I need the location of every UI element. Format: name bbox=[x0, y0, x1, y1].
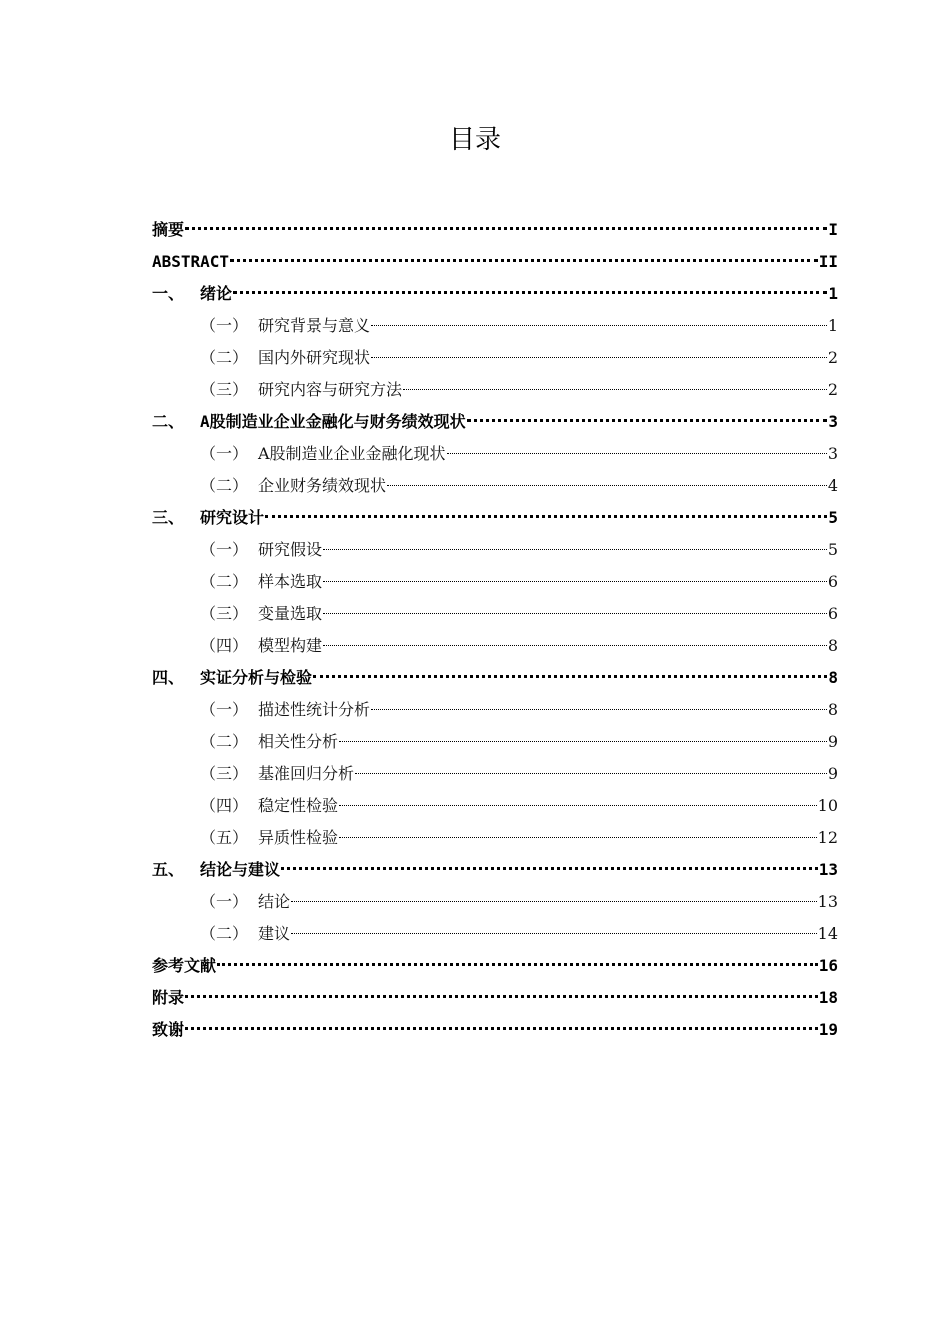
toc-entry-chapter-4[interactable] bbox=[152, 662, 838, 694]
toc-entry-label: 国内外研究现状 bbox=[258, 348, 371, 367]
toc-entry-page: 6 bbox=[827, 572, 838, 591]
toc-entry-number: （一） bbox=[200, 540, 249, 559]
dot-leader bbox=[371, 709, 827, 710]
toc-entry-section-4-1[interactable] bbox=[152, 694, 838, 726]
toc-entry-page: 8 bbox=[827, 636, 838, 655]
toc-entry-label: 稳定性检验 bbox=[258, 796, 339, 815]
toc-entry-abstract-cn[interactable] bbox=[152, 214, 838, 246]
toc-entry-number: （一） bbox=[200, 444, 249, 463]
toc-entry-label: 研究背景与意义 bbox=[258, 316, 371, 335]
toc-entry-page: 13 bbox=[817, 892, 838, 911]
toc-entry-chapter-1[interactable] bbox=[152, 278, 838, 310]
dot-leader bbox=[323, 645, 827, 646]
toc-entry-number: （五） bbox=[200, 828, 249, 847]
toc-entry-number: （二） bbox=[200, 476, 249, 495]
toc-entry-section-2-1[interactable] bbox=[152, 438, 838, 470]
toc-entry-label: ABSTRACT bbox=[152, 252, 230, 271]
toc-entry-section-1-3[interactable] bbox=[152, 374, 838, 406]
toc-entry-label: 建议 bbox=[258, 924, 291, 943]
dot-leader bbox=[447, 453, 827, 454]
toc-entry-chapter-5[interactable] bbox=[152, 854, 838, 886]
toc-entry-page: 14 bbox=[817, 924, 838, 943]
page-title: 目录 bbox=[448, 125, 501, 155]
toc-entry-chapter-3[interactable] bbox=[152, 502, 838, 534]
toc-entry-abstract-en[interactable] bbox=[152, 246, 838, 278]
toc-entry-number: （三） bbox=[200, 764, 249, 783]
toc-entry-appendix[interactable] bbox=[152, 982, 838, 1014]
dot-leader bbox=[230, 259, 818, 262]
toc-entry-page: 9 bbox=[827, 732, 838, 751]
toc-entry-number: （二） bbox=[200, 732, 249, 751]
dot-leader bbox=[339, 741, 827, 742]
dot-leader bbox=[217, 963, 818, 966]
dot-leader bbox=[467, 419, 828, 422]
toc-entry-label: A股制造业企业金融化现状 bbox=[258, 444, 446, 463]
toc-entry-number: （四） bbox=[200, 796, 249, 815]
toc-entry-label: 企业财务绩效现状 bbox=[258, 476, 387, 495]
toc-entry-page: 2 bbox=[827, 348, 838, 367]
toc-entry-references[interactable] bbox=[152, 950, 838, 982]
toc-entry-section-3-1[interactable] bbox=[152, 534, 838, 566]
toc-entry-label: 相关性分析 bbox=[258, 732, 339, 751]
dot-leader bbox=[265, 515, 827, 518]
toc-entry-section-3-4[interactable] bbox=[152, 630, 838, 662]
toc-entry-number: （二） bbox=[200, 572, 249, 591]
toc-entry-chapter-2[interactable] bbox=[152, 406, 838, 438]
toc-entry-label: 变量选取 bbox=[258, 604, 323, 623]
toc-entry-page: 1 bbox=[827, 316, 838, 335]
toc-entry-section-4-3[interactable] bbox=[152, 758, 838, 790]
toc-entry-label: 摘要 bbox=[152, 220, 185, 239]
toc-entry-page: 13 bbox=[818, 860, 838, 879]
toc-entry-page: 8 bbox=[827, 700, 838, 719]
dot-leader bbox=[185, 995, 818, 998]
toc-entry-number: （二） bbox=[200, 348, 249, 367]
toc-entry-page: 5 bbox=[828, 508, 838, 527]
toc-entry-page: 3 bbox=[827, 444, 838, 463]
toc-entry-page: 6 bbox=[827, 604, 838, 623]
toc-entry-label: 实证分析与检验 bbox=[200, 668, 313, 687]
toc-entry-number: （一） bbox=[200, 316, 249, 335]
toc-entry-page: 3 bbox=[828, 412, 838, 431]
toc-entry-label: 样本选取 bbox=[258, 572, 323, 591]
toc-entry-number: 三、 bbox=[152, 508, 185, 527]
toc-entry-number: （三） bbox=[200, 380, 249, 399]
toc-entry-page: II bbox=[818, 252, 838, 271]
toc-entry-section-4-5[interactable] bbox=[152, 822, 838, 854]
dot-leader bbox=[185, 1027, 818, 1030]
toc-entry-label: 研究内容与研究方法 bbox=[258, 380, 403, 399]
toc-entry-page: 9 bbox=[827, 764, 838, 783]
dot-leader bbox=[323, 613, 827, 614]
toc-entry-label: 附录 bbox=[152, 988, 185, 1007]
dot-leader bbox=[371, 357, 827, 358]
toc-entry-number: 四、 bbox=[152, 668, 185, 687]
toc-entry-section-4-4[interactable] bbox=[152, 790, 838, 822]
toc-entry-number: （一） bbox=[200, 700, 249, 719]
toc-entry-acknowledgements[interactable] bbox=[152, 1014, 838, 1046]
dot-leader bbox=[339, 837, 817, 838]
toc-entry-section-4-2[interactable] bbox=[152, 726, 838, 758]
toc-entry-section-3-3[interactable] bbox=[152, 598, 838, 630]
dot-leader bbox=[291, 933, 817, 934]
toc-entry-section-3-2[interactable] bbox=[152, 566, 838, 598]
toc-entry-label: 基准回归分析 bbox=[258, 764, 355, 783]
toc-entry-page: 12 bbox=[817, 828, 838, 847]
dot-leader bbox=[281, 867, 818, 870]
toc-entry-page: 5 bbox=[827, 540, 838, 559]
toc-entry-section-5-2[interactable] bbox=[152, 918, 838, 950]
toc-entry-label: 异质性检验 bbox=[258, 828, 339, 847]
table-of-contents bbox=[152, 214, 838, 1046]
dot-leader bbox=[387, 485, 827, 486]
dot-leader bbox=[323, 581, 827, 582]
toc-entry-section-1-2[interactable] bbox=[152, 342, 838, 374]
toc-entry-number: （四） bbox=[200, 636, 249, 655]
toc-entry-page: 4 bbox=[827, 476, 838, 495]
toc-entry-section-5-1[interactable] bbox=[152, 886, 838, 918]
toc-entry-number: 一、 bbox=[152, 284, 185, 303]
toc-entry-page: 18 bbox=[818, 988, 838, 1007]
toc-entry-label: A股制造业企业金融化与财务绩效现状 bbox=[200, 412, 466, 431]
toc-entry-section-2-2[interactable] bbox=[152, 470, 838, 502]
dot-leader bbox=[291, 901, 817, 902]
toc-entry-label: 致谢 bbox=[152, 1020, 185, 1039]
toc-entry-page: 10 bbox=[817, 796, 838, 815]
toc-entry-page: 19 bbox=[818, 1020, 838, 1039]
toc-entry-section-1-1[interactable] bbox=[152, 310, 838, 342]
toc-entry-label: 研究假设 bbox=[258, 540, 323, 559]
toc-entry-page: 8 bbox=[828, 668, 838, 687]
toc-entry-label: 模型构建 bbox=[258, 636, 323, 655]
toc-entry-page: 16 bbox=[818, 956, 838, 975]
toc-entry-page: 2 bbox=[827, 380, 838, 399]
toc-entry-number: 二、 bbox=[152, 412, 185, 431]
toc-entry-page: I bbox=[828, 220, 838, 239]
toc-entry-label: 结论与建议 bbox=[200, 860, 281, 879]
dot-leader bbox=[355, 773, 827, 774]
toc-entry-number: （三） bbox=[200, 604, 249, 623]
toc-entry-number: 五、 bbox=[152, 860, 185, 879]
toc-entry-label: 参考文献 bbox=[152, 956, 217, 975]
dot-leader bbox=[313, 675, 827, 678]
toc-entry-label: 描述性统计分析 bbox=[258, 700, 371, 719]
dot-leader bbox=[403, 389, 827, 390]
dot-leader bbox=[233, 291, 827, 294]
dot-leader bbox=[371, 325, 827, 326]
toc-entry-number: （一） bbox=[200, 892, 249, 911]
dot-leader bbox=[323, 549, 827, 550]
toc-entry-label: 研究设计 bbox=[200, 508, 265, 527]
toc-entry-label: 绪论 bbox=[200, 284, 233, 303]
toc-entry-page: 1 bbox=[828, 284, 838, 303]
dot-leader bbox=[339, 805, 817, 806]
toc-entry-label: 结论 bbox=[258, 892, 291, 911]
toc-entry-number: （二） bbox=[200, 924, 249, 943]
dot-leader bbox=[185, 227, 827, 230]
